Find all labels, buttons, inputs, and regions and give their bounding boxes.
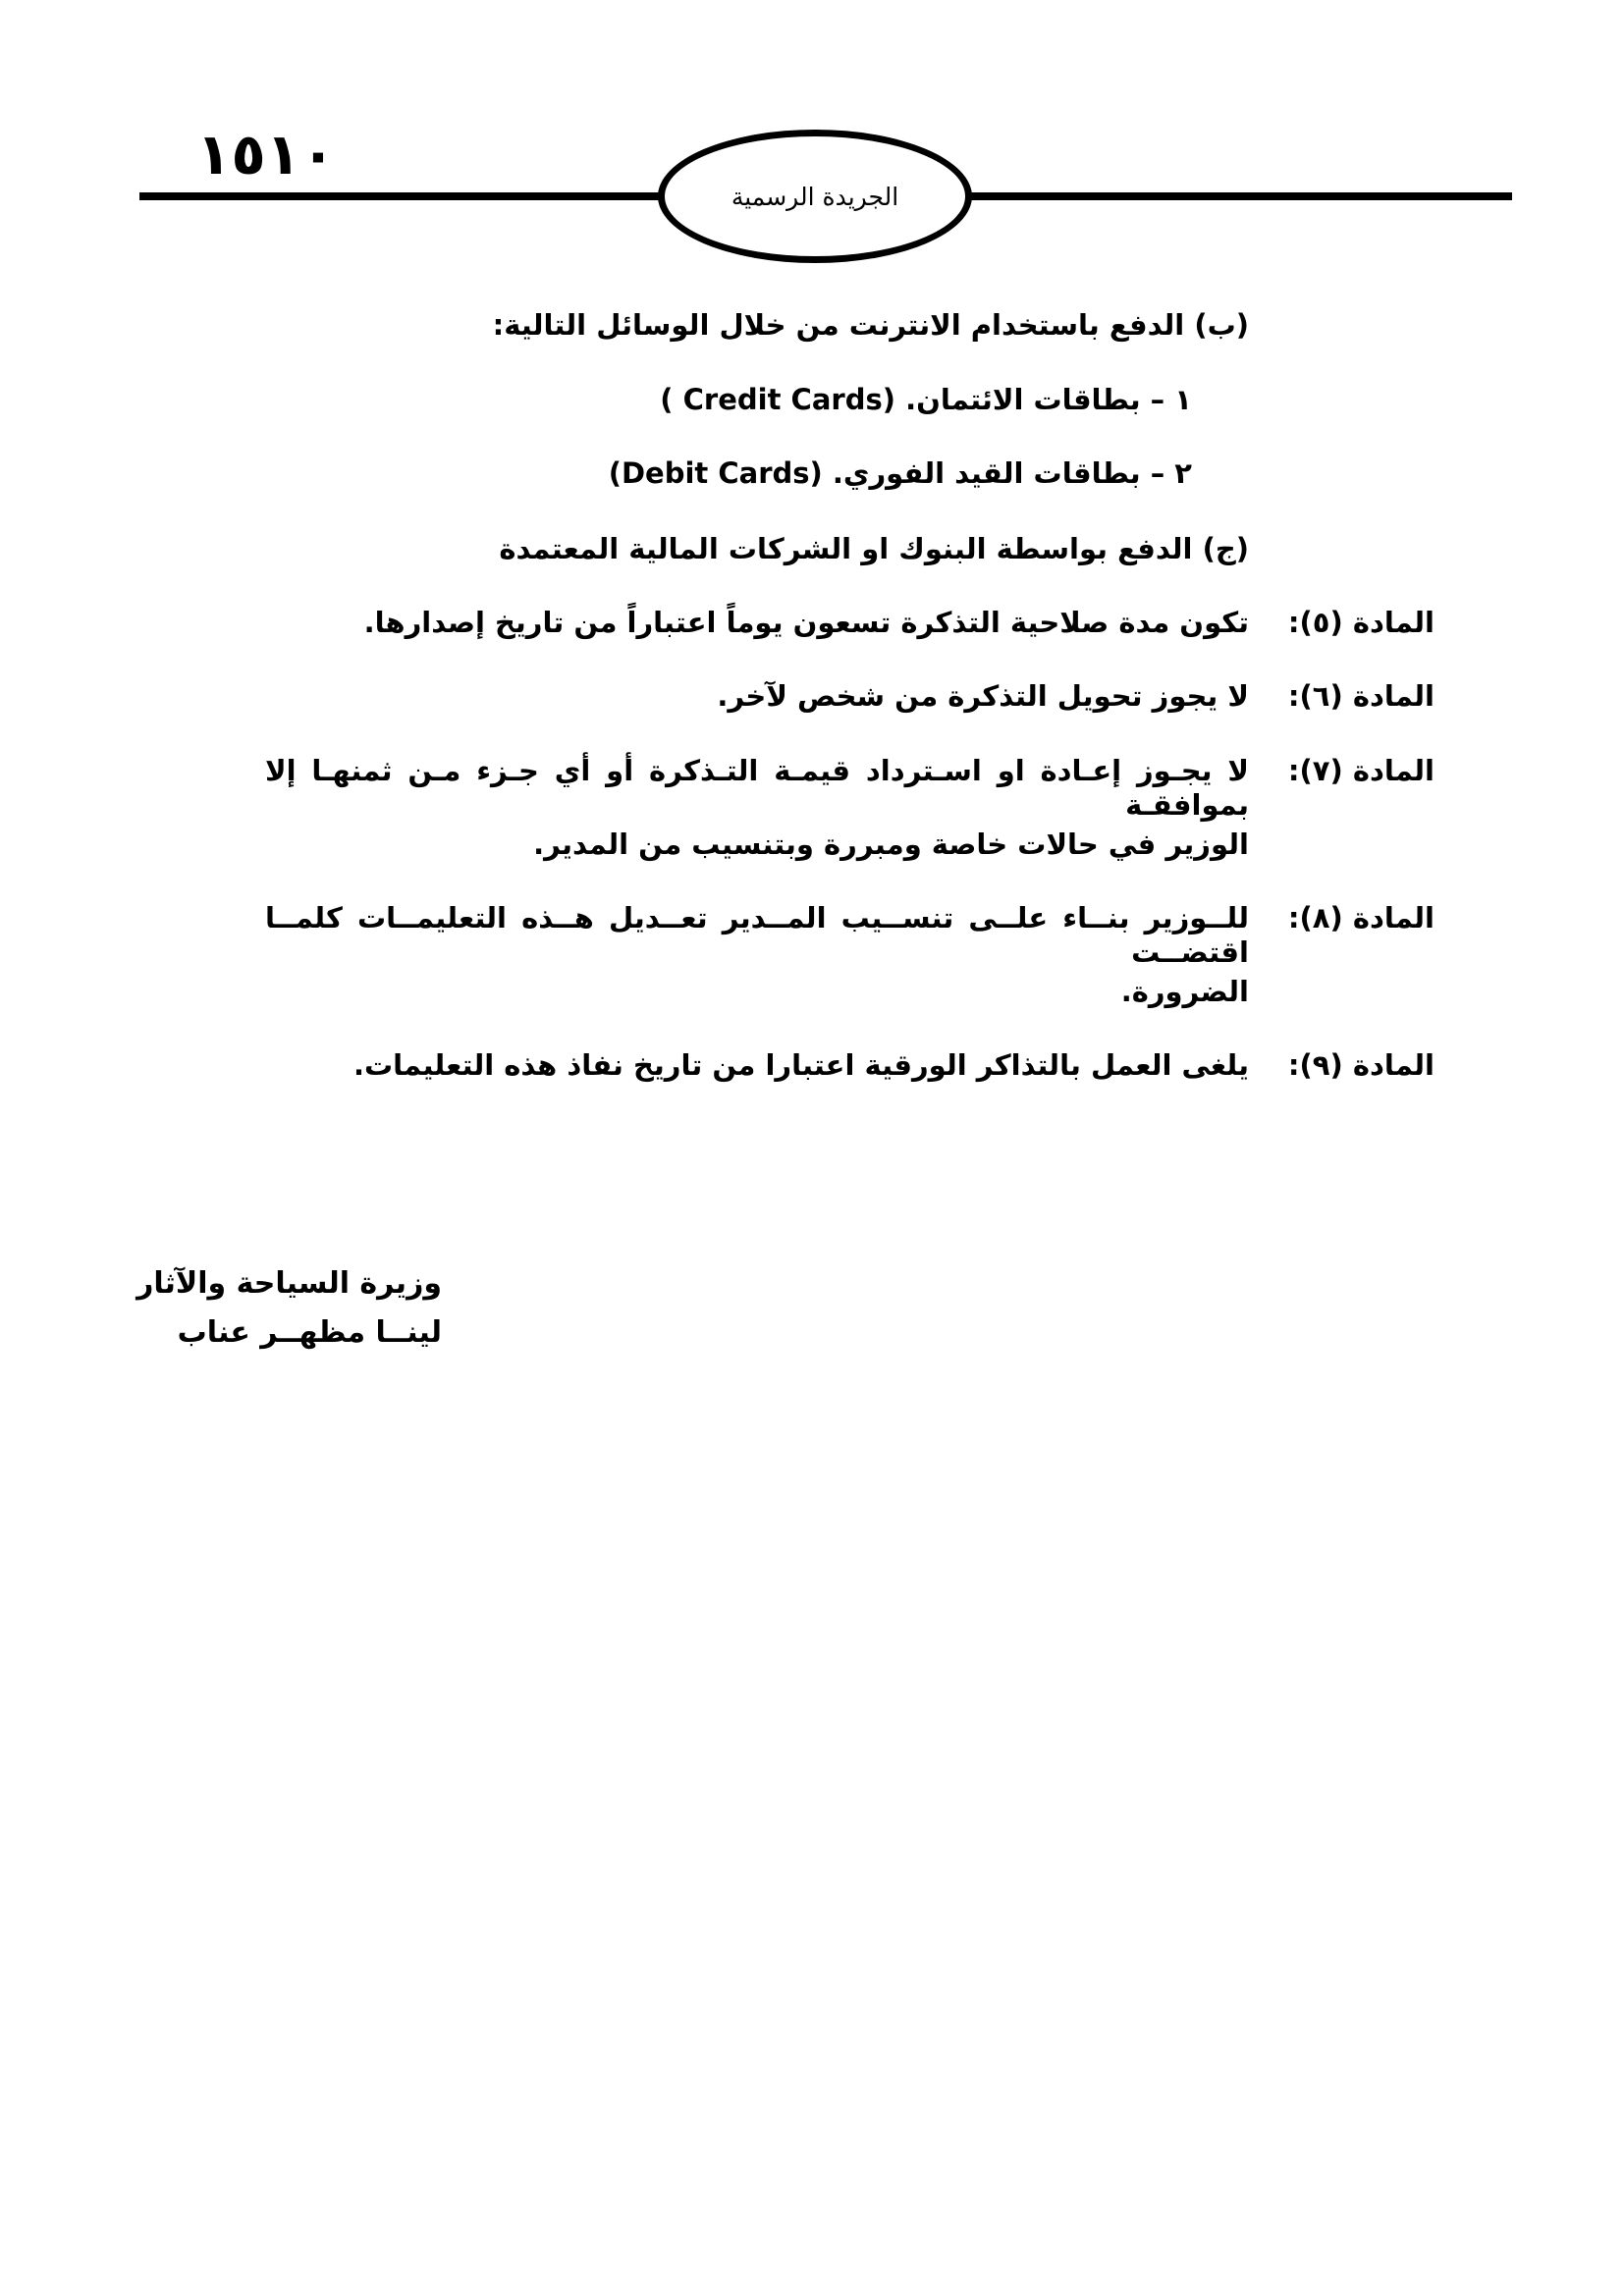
gazette-title-ellipse: [658, 130, 972, 263]
article-6-text: لا يجوز تحويل التذكرة من شخص لآخر.: [717, 679, 1249, 713]
payment-sub-item-2: ٢ – بطاقات القيد الفوري. (Debit Cards): [608, 456, 1192, 490]
article-6-label: المادة (٦):: [1287, 679, 1435, 713]
article-7-label: المادة (٧):: [1287, 754, 1435, 787]
article-7-text-line-1: لا يجـوز إعـادة او اسـترداد قيمـة التـذكرة أو أي جـزء مـن ثمنهـا إلا بموافقـة: [265, 754, 1249, 822]
article-8-text-line-2: الضرورة.: [1120, 975, 1249, 1008]
article-8-text-line-1: للــوزير بنــاء علــى تنســيب المــدير تعــديل هــذه التعليمــات كلمــا اقتضــت: [265, 901, 1249, 969]
header-rule-left: [139, 192, 666, 200]
header-rule-right: [966, 192, 1512, 200]
payment-item-c: (ج) الدفع بواسطة البنوك او الشركات المالية المعتمدة: [499, 532, 1249, 565]
article-5-text: تكون مدة صلاحية التذكرة تسعون يوماً اعتباراً من تاريخ إصدارها.: [363, 606, 1249, 639]
article-9-label: المادة (٩):: [1287, 1048, 1435, 1082]
signature-name: لينــا مظهــر عناب: [177, 1315, 442, 1350]
article-8-label: المادة (٨):: [1287, 901, 1435, 934]
article-9-text: يلغى العمل بالتذاكر الورقية اعتبارا من تاريخ نفاذ هذه التعليمات.: [352, 1048, 1249, 1082]
article-5-label: المادة (٥):: [1287, 606, 1435, 639]
article-7-text-line-2: الوزير في حالات خاصة ومبررة وبتنسيب من المدير.: [533, 828, 1249, 861]
gazette-title: الجريدة الرسمية: [731, 182, 899, 211]
payment-item-b: (ب) الدفع باستخدام الانترنت من خلال الوسائل التالية:: [492, 308, 1249, 342]
payment-sub-item-1: ١ – بطاقات الائتمان. (Credit Cards ): [660, 383, 1192, 416]
signature-block: [136, 1266, 442, 1351]
signature-ministry: وزيرة السياحة والآثار: [136, 1266, 442, 1301]
page-number: ١٥١٠: [196, 121, 336, 187]
